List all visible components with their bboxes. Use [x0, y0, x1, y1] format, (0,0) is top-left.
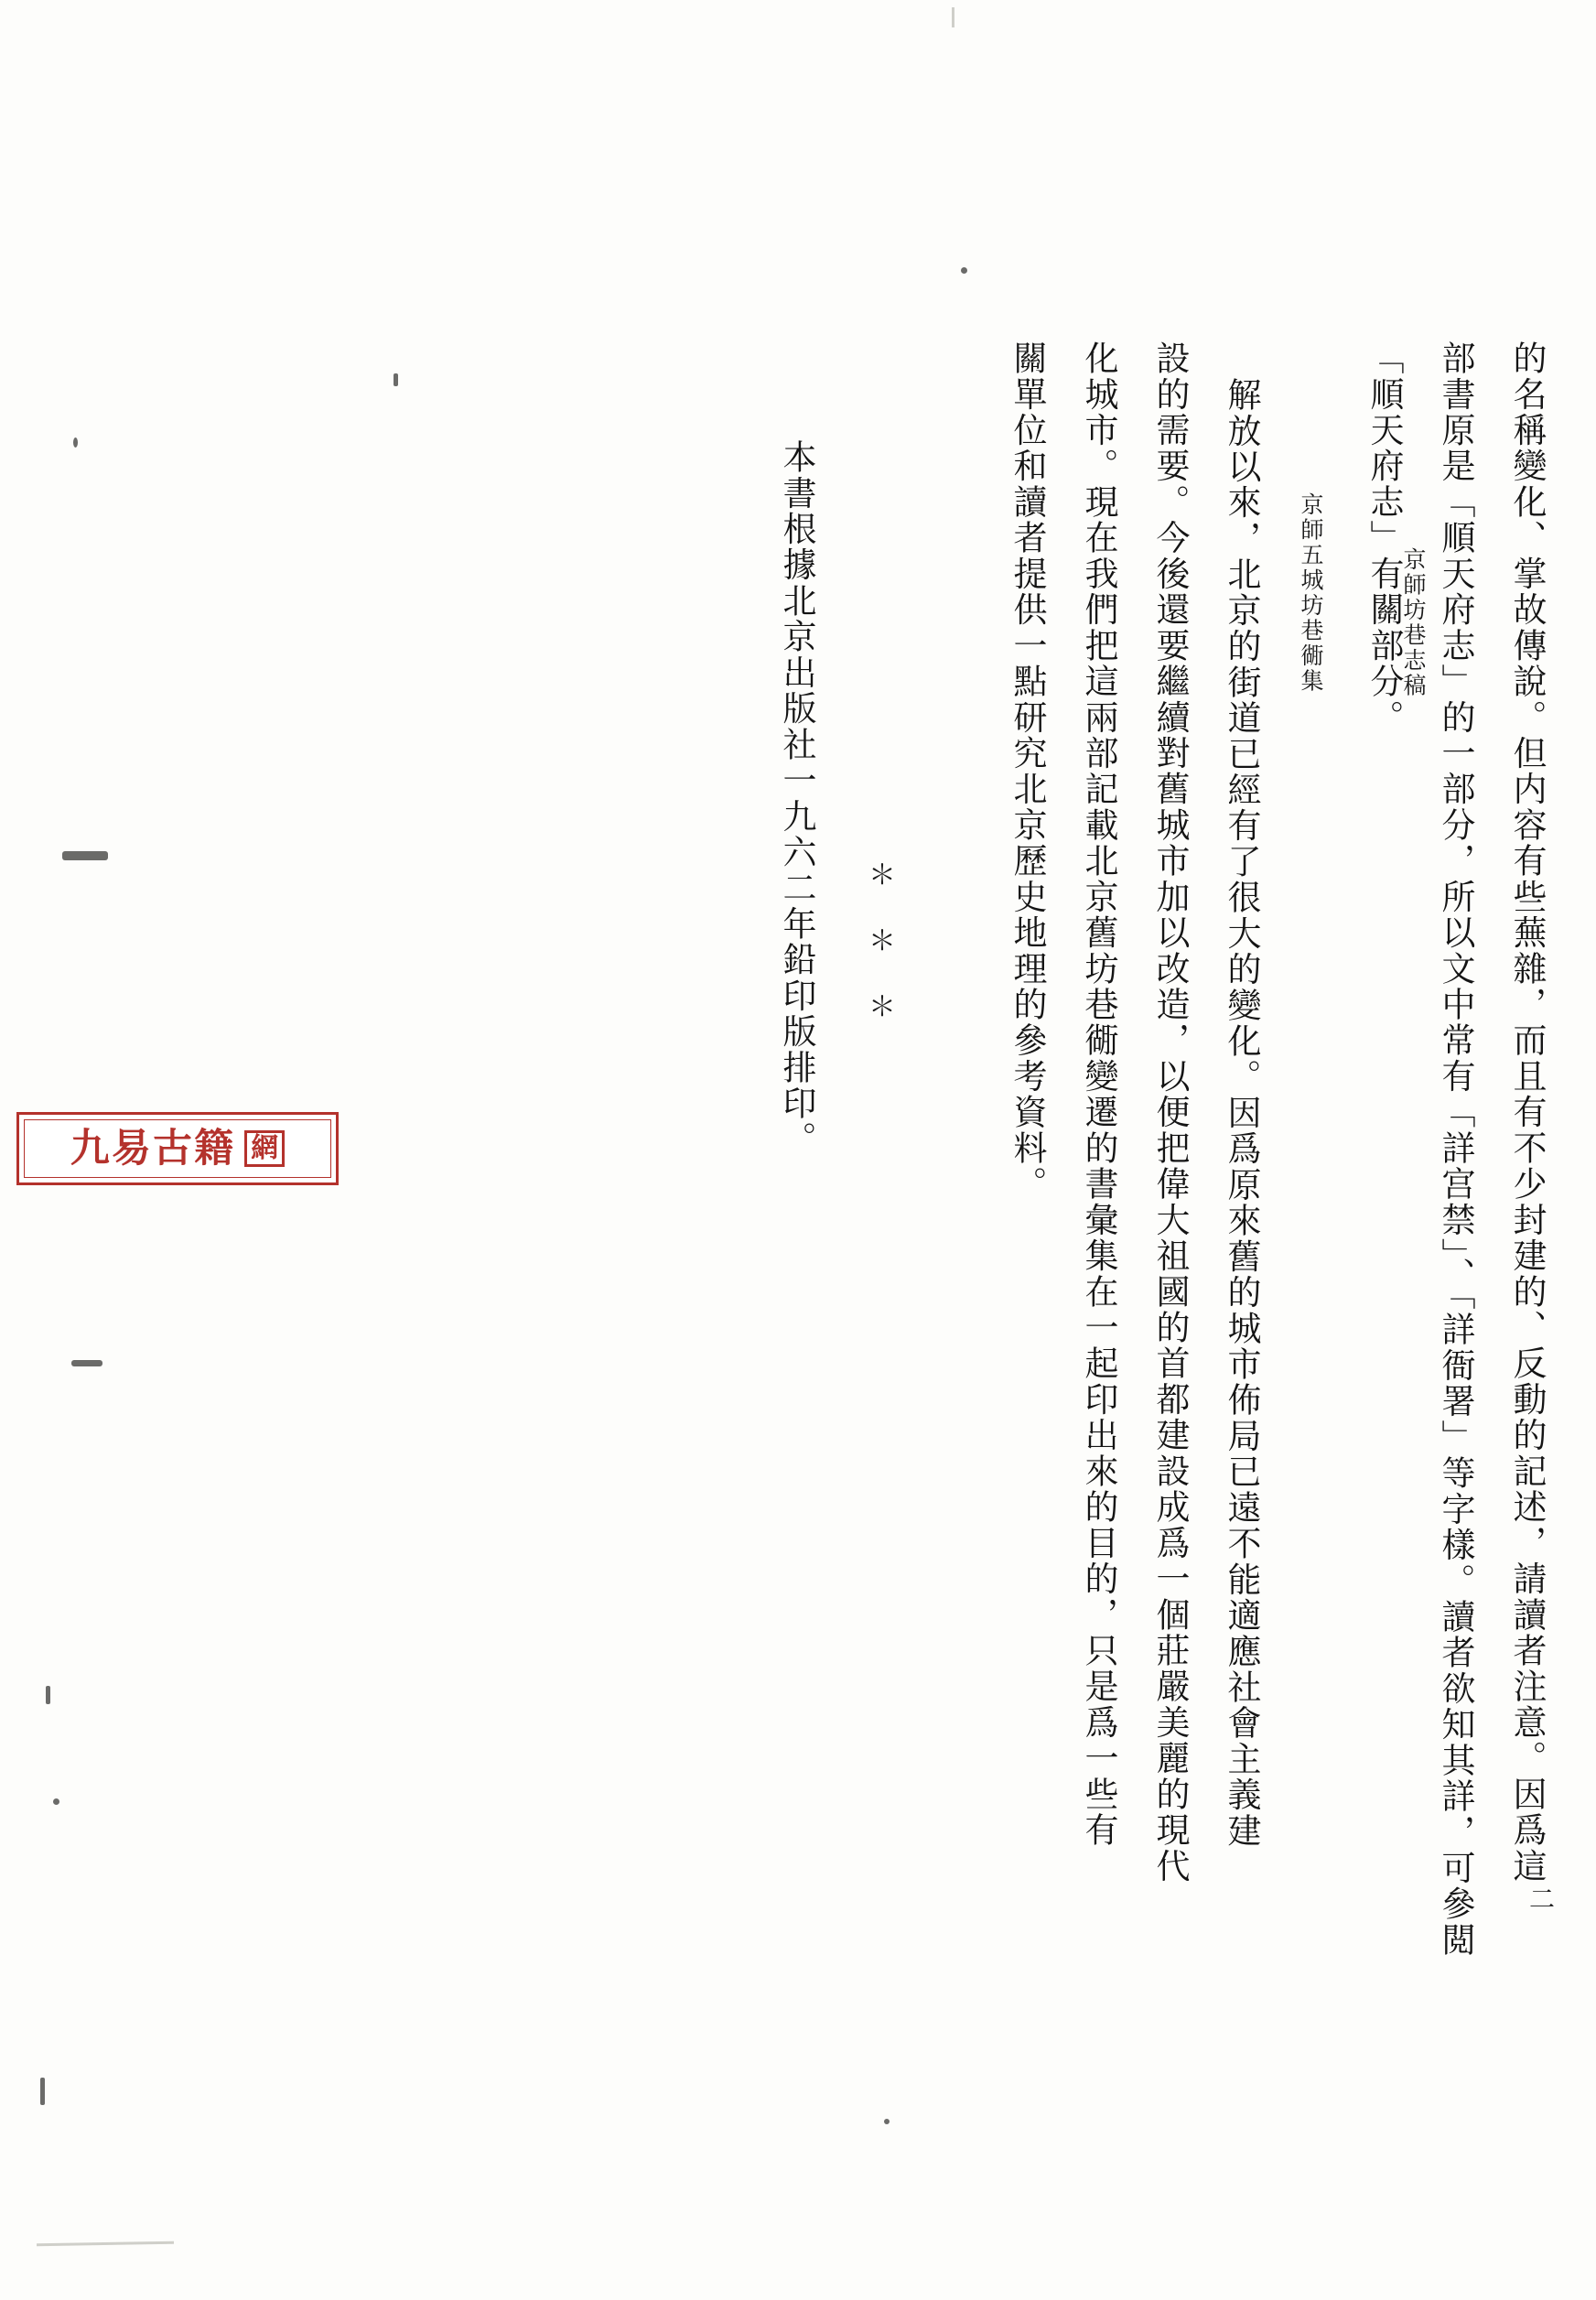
scan-artifact — [62, 851, 108, 860]
watermark-stamp — [16, 1112, 339, 1185]
body-line-6: 化城市。現在我們把這兩部記載北京舊坊巷衚變遷的書彙集在一起印出來的目的，只是爲一些有 — [1079, 340, 1116, 1849]
scan-edge-line — [37, 2241, 174, 2247]
scan-artifact — [40, 2078, 45, 2105]
scan-artifact — [46, 1686, 50, 1704]
scan-artifact — [394, 373, 398, 386]
header-title-right: 京師坊巷志稿 — [1400, 547, 1425, 698]
section-separator: ＊＊＊ — [864, 860, 894, 1058]
body-line-7: 關單位和讀者提供一點研究北京歷史地理的參考資料。 — [1008, 340, 1045, 1203]
body-line-5: 設的需要。今後還要繼續對舊城市加以改造，以便把偉大祖國的首都建設成爲一個莊嚴美麗的現代 — [1150, 340, 1188, 1884]
colophon-line: 本書根據北京出版社一九六二年鉛印版排印。 — [777, 439, 814, 1158]
body-line-3: 「順天府志」有關部分。 — [1364, 340, 1402, 736]
body-line-4: 解放以來，北京的街道已經有了很大的變化。因爲原來舊的城市佈局已遠不能適應社會主義建 — [1222, 377, 1259, 1850]
header-title-left: 京師五城坊巷衚集 — [1298, 492, 1322, 694]
watermark-text: 九易古籍 — [70, 1125, 236, 1172]
scan-artifact — [73, 437, 78, 448]
body-line-2: 部書原是「順天府志」的一部分，所以文中常有「詳宫禁」、「詳衙署」等字樣。讀者欲知其詳，可參閲 — [1436, 340, 1473, 1959]
body-line-1: 的名稱變化、掌故傳說。但内容有些蕪雜，而且有不少封建的、反動的記述，請讀者注意。因爲這 — [1507, 340, 1545, 1884]
scan-edge-line — [952, 7, 954, 27]
watermark-boxed-char: 網 — [244, 1130, 285, 1167]
scan-artifact — [884, 2119, 890, 2124]
scan-artifact — [961, 267, 967, 274]
page-number: 二 — [1526, 1885, 1554, 1911]
scan-artifact — [71, 1360, 102, 1366]
scan-artifact — [53, 1798, 59, 1805]
